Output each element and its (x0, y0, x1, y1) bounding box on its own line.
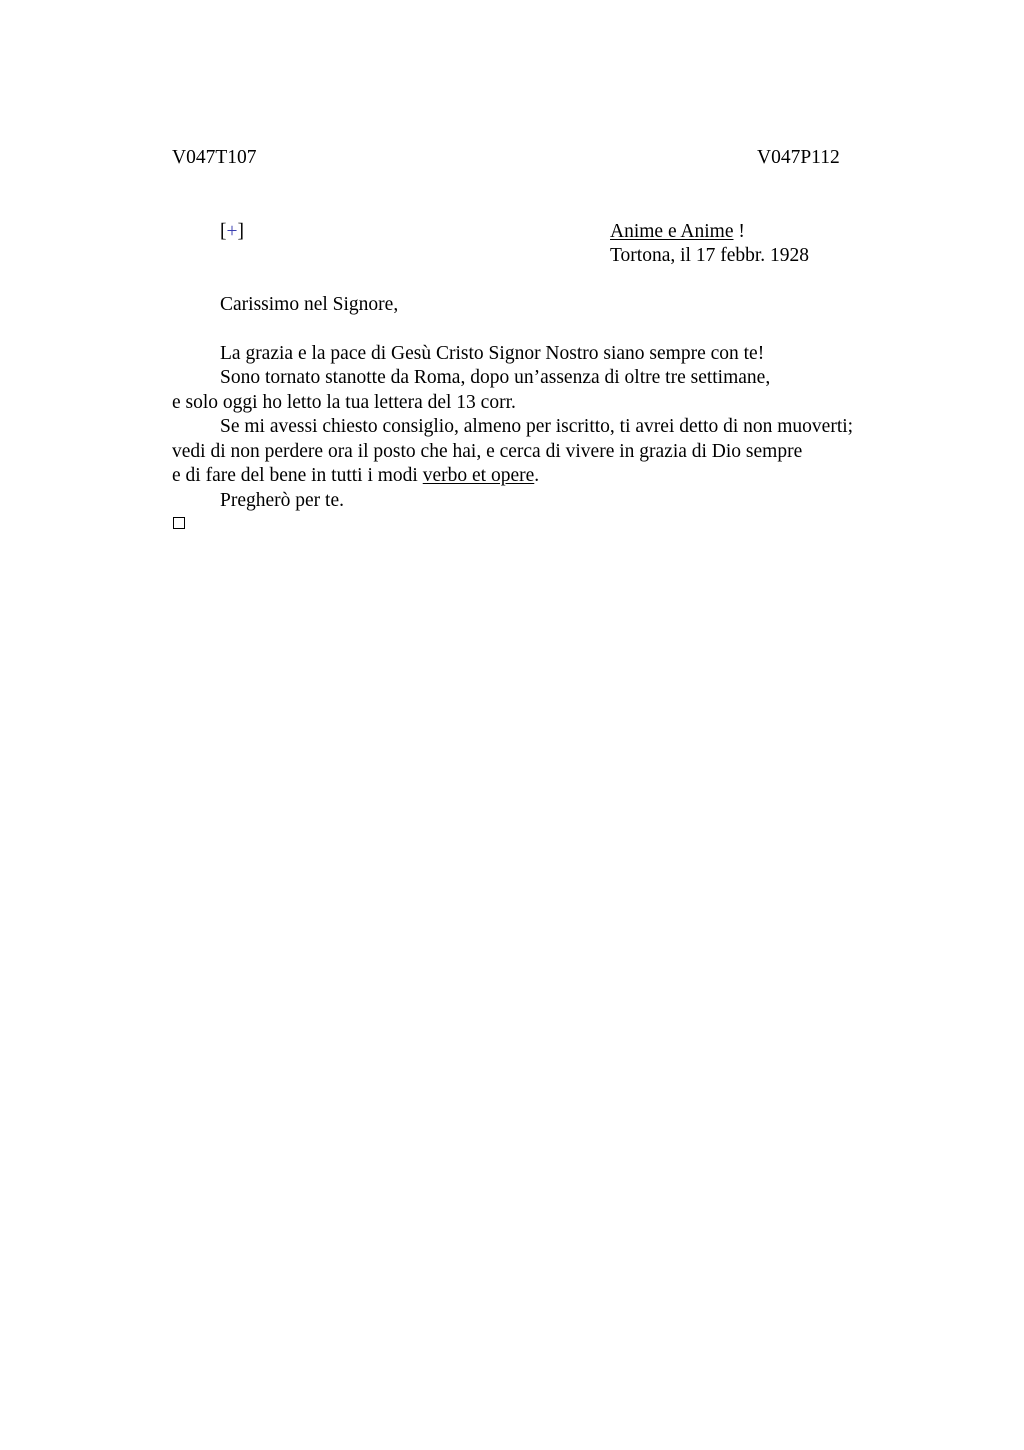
letter-line-2: Sono tornato stanotte da Roma, dopo un’assenza di oltre tre settimane, (220, 367, 771, 388)
header-left-code: V047T107 (172, 147, 257, 168)
letter-line-3: e solo oggi ho letto la tua lettera del 13 corr. (172, 392, 516, 413)
letter-line-6-text: e di fare del bene in tutti i modi (172, 465, 423, 486)
closing-line: Pregherò per te. (220, 490, 344, 511)
letter-line-6 (172, 464, 539, 488)
dateline-place-date: Tortona, il 17 febbr. 1928 (610, 245, 810, 266)
plus-link[interactable]: + (226, 221, 238, 242)
salutation: Carissimo nel Signore, (220, 294, 399, 315)
letter-line-5: vedi di non perdere ora il posto che hai, e cerca di vivere in grazia di Dio sempre (172, 441, 803, 462)
latin-phrase: verbo et opere (422, 465, 535, 486)
letter-line-1: La grazia e la pace di Gesù Cristo Signor Nostro siano sempre con te! (220, 343, 765, 364)
cross-marker (220, 220, 244, 244)
marker-open-bracket: [ (220, 221, 227, 242)
letter-line-6-end: . (534, 465, 540, 486)
header-right-code: V047P112 (757, 147, 840, 168)
dateline-title-row (610, 220, 745, 244)
letter-line-4: Se mi avessi chiesto consiglio, almeno per iscritto, ti avrei detto di non muoverti; (220, 416, 854, 437)
end-square-icon (173, 517, 185, 529)
dateline-title-suffix: ! (733, 221, 745, 242)
dateline-title: Anime e Anime (610, 221, 734, 242)
marker-close-bracket: ] (237, 221, 244, 242)
